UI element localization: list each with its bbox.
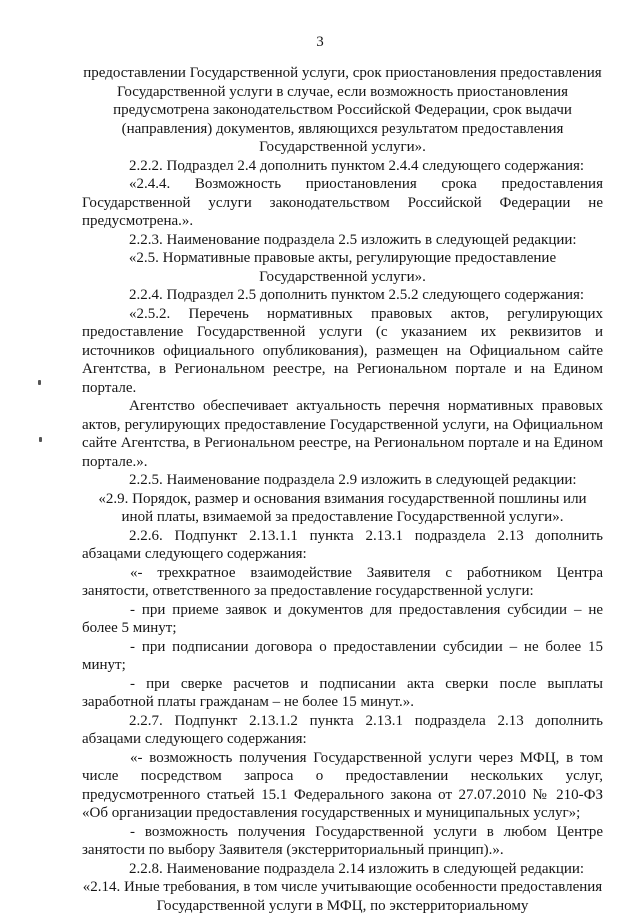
page-number: 3: [316, 34, 324, 50]
paragraph: - при сверке расчетов и подписании акта сверки после выплаты заработной платы гражданам – не более 15 минут.».: [82, 675, 603, 710]
document-body: [82, 64, 603, 915]
paragraph: «- трехкратное взаимодействие Заявителя с работником Центра занятости, ответственного за предоставление государственной услуги:: [82, 564, 603, 599]
paragraph: - при приеме заявок и документов для предоставления субсидии – не более 5 минут;: [82, 601, 603, 636]
paragraph: 2.2.7. Подпункт 2.13.1.2 пункта 2.13.1 подраздела 2.13 дополнить абзацами следующего содержания:: [82, 712, 603, 747]
paragraph: «2.4.4. Возможность приостановления срока предоставления Государственной услуги законодательством Российской Федерации не предусмотрена.».: [82, 176, 603, 229]
paragraph: 2.2.8. Наименование подраздела 2.14 изложить в следующей редакции:: [129, 860, 585, 877]
paragraph: - при подписании договора о предоставлении субсидии – не более 15 минут;: [82, 638, 603, 673]
paragraph: 2.2.2. Подраздел 2.4 дополнить пунктом 2.4.4 следующего содержания:: [129, 157, 585, 174]
paragraph: «- возможность получения Государственной услуги через МФЦ, в том числе посредством запроса о предоставлении нескольких услуг, предусмотренного статьей 15.1 Федерального закона от 27.07.2010 № 210-ФЗ «Об организации предоставления государственных и муниципальных услуг»;: [82, 749, 603, 821]
paragraph: «2.5.2. Перечень нормативных правовых актов, регулирующих предоставление Государственной услуги (с указанием их реквизитов и источников официального опубликования), размещен на Официальном сайте Агентства, в Региональном реестре, на Региональном портале и на Едином портале.: [82, 305, 603, 396]
paragraph: «2.9. Порядок, размер и основания взимания государственной пошлины или иной платы, взимаемой за предоставление Государственной услуги».: [98, 490, 587, 525]
paragraph: «2.14. Иные требования, в том числе учитывающие особенности предоставления Государственной услуги в МФЦ, по экстерриториальному: [82, 879, 603, 914]
paragraph: Агентство обеспечивает актуальность перечня нормативных правовых актов, регулирующих предоставление Государственной услуги, на Официальном сайте Агентства, в Региональном реестре, на Региональном портале и на Едином портале.».: [82, 398, 603, 470]
paragraph: 2.2.3. Наименование подраздела 2.5 изложить в следующей редакции:: [129, 231, 577, 248]
paragraph: - возможность получения Государственной услуги в любом Центре занятости по выбору Заявителя (экстерриториальный принцип).».: [82, 823, 603, 858]
paragraph: 2.2.6. Подпункт 2.13.1.1 пункта 2.13.1 подраздела 2.13 дополнить абзацами следующего содержания:: [82, 527, 603, 562]
paragraph: предоставлении Государственной услуги, срок приостановления предоставления Государственной услуги в случае, если возможность приостановления предусмотрена законодательством Российской Федерации, срок выдачи (направления) документов, являющихся результатом предоставления Государственной услуги».: [83, 65, 602, 155]
paragraph: 2.2.5. Наименование подраздела 2.9 изложить в следующей редакции:: [129, 472, 577, 488]
scan-mark: [38, 380, 41, 385]
scan-mark: [39, 437, 42, 442]
paragraph: 2.2.4. Подраздел 2.5 дополнить пунктом 2.5.2 следующего содержания:: [129, 287, 585, 303]
paragraph: «2.5. Нормативные правовые акты, регулирующие предоставление Государственной услуги».: [128, 250, 557, 285]
